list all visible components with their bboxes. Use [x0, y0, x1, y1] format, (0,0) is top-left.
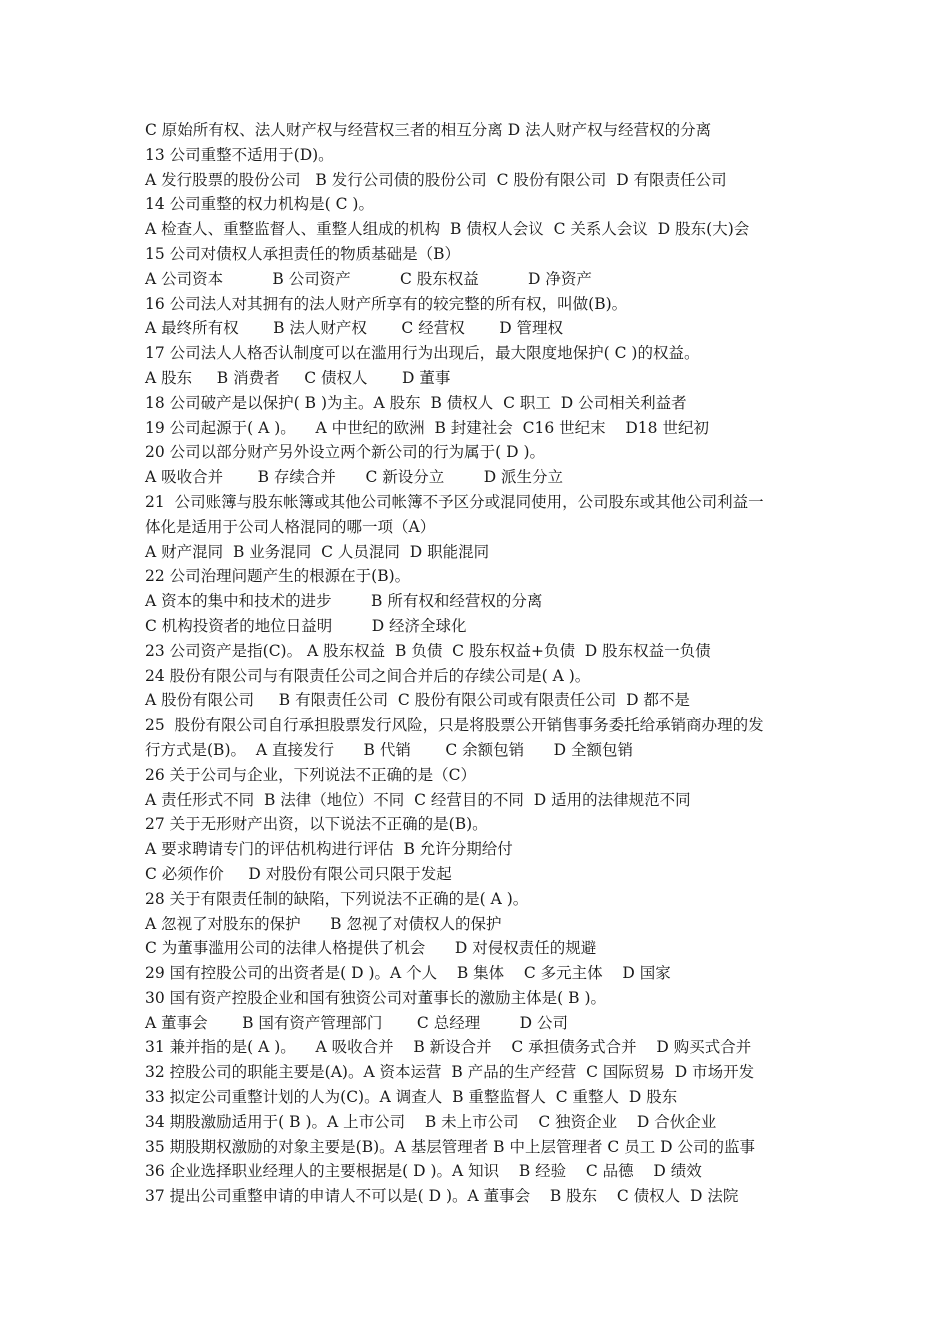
options-26: A 责任形式不同 B 法律（地位）不同 C 经营目的不同 D 适用的法律规范不同 [145, 790, 691, 809]
options-28-ab: A 忽视了对股东的保护 B 忽视了对债权人的保护 [145, 914, 502, 933]
question-23: 23 公司资产是指(C)。 A 股东权益 B 负债 C 股东权益+负债 D 股东权益一负债 [145, 641, 711, 660]
question-29: 29 国有控股公司的出资者是( D )。A 个人 B 集体 C 多元主体 D 国家 [145, 964, 671, 983]
question-13: 13 公司重整不适用于(D)。 [145, 145, 334, 164]
question-33: 33 拟定公司重整计划的人为(C)。A 调查人 B 重整监督人 C 重整人 D 股东 [145, 1088, 678, 1107]
options-21: A 财产混同 B 业务混同 C 人员混同 D 职能混同 [145, 542, 490, 561]
question-31: 31 兼并指的是( A )。 A 吸收合并 B 新设合并 C 承担债务式合并 D 购买式合并 [145, 1038, 752, 1057]
question-25: 25 股份有限公司自行承担股票发行风险，只是将股票公开销售事务委托给承销商办理的发 [145, 716, 764, 735]
options-16: A 最终所有权 B 法人财产权 C 经营权 D 管理权 [145, 319, 564, 338]
options-30: A 董事会 B 国有资产管理部门 C 总经理 D 公司 [145, 1013, 568, 1032]
question-25-cont: 行方式是(B)。 A 直接发行 B 代销 C 余额包销 D 全额包销 [145, 740, 634, 759]
question-21: 21 公司账簿与股东帐簿或其他公司帐簿不予区分或混同使用，公司股东或其他公司利益一 [145, 492, 764, 511]
question-15: 15 公司对债权人承担责任的物质基础是（B） [145, 244, 461, 263]
question-21-cont: 体化是适用于公司人格混同的哪一项（A） [145, 517, 436, 536]
options-27-ab: A 要求聘请专门的评估机构进行评估 B 允许分期给付 [145, 840, 513, 859]
question-30: 30 国有资产控股企业和国有独资公司对董事长的激励主体是( B )。 [145, 988, 606, 1007]
options-13: A 发行股票的股份公司 B 发行公司债的股份公司 C 股份有限公司 D 有限责任公司 [145, 170, 727, 189]
options-15: A 公司资本 B 公司资产 C 股东权益 D 净资产 [145, 269, 592, 288]
question-18: 18 公司破产是以保护( B )为主。A 股东 B 债权人 C 职工 D 公司相关利益者 [145, 393, 687, 412]
question-27: 27 关于无形财产出资，以下说法不正确的是(B)。 [145, 815, 488, 834]
options-24: A 股份有限公司 B 有限责任公司 C 股份有限公司或有限责任公司 D 都不是 [145, 691, 690, 710]
question-26: 26 关于公司与企业，下列说法不正确的是（C） [145, 765, 477, 784]
question-35: 35 期股期权激励的对象主要是(B)。A 基层管理者 B 中上层管理者 C 员工 D 公司的监事 [145, 1137, 755, 1156]
question-36: 36 企业选择职业经理人的主要根据是( D )。A 知识 B 经验 C 品德 D 绩效 [145, 1162, 702, 1181]
options-28-cd: C 为董事滥用公司的法律人格提供了机会 D 对侵权责任的规避 [145, 939, 597, 958]
question-20: 20 公司以部分财产另外设立两个新公司的行为属于( D )。 [145, 443, 546, 462]
question-14: 14 公司重整的权力机构是( C )。 [145, 195, 374, 214]
options-22-cd: C 机构投资者的地位日益明 D 经济全球化 [145, 616, 467, 635]
options-20: A 吸收合并 B 存续合并 C 新设分立 D 派生分立 [145, 468, 564, 487]
question-28: 28 关于有限责任制的缺陷，下列说法不正确的是( A )。 [145, 889, 529, 908]
options-14: A 检查人、重整监督人、重整人组成的机构 B 债权人会议 C 关系人会议 D 股东(大)会 [145, 220, 750, 239]
question-32: 32 控股公司的职能主要是(A)。A 资本运营 B 产品的生产经营 C 国际贸易 D 市场开发 [145, 1063, 755, 1082]
question-24: 24 股份有限公司与有限责任公司之间合并后的存续公司是( A )。 [145, 666, 591, 685]
options-22-ab: A 资本的集中和技术的进步 B 所有权和经营权的分离 [145, 592, 543, 611]
question-19: 19 公司起源于( A )。 A 中世纪的欧洲 B 封建社会 C16 世纪末 D18 世纪初 [145, 418, 709, 437]
question-34: 34 期股激励适用于( B )。A 上市公司 B 未上市公司 C 独资企业 D 合伙企业 [145, 1112, 717, 1131]
options-27-cd: C 必须作价 D 对股份有限公司只限于发起 [145, 864, 452, 883]
question-16: 16 公司法人对其拥有的法人财产所享有的较完整的所有权，叫做(B)。 [145, 294, 628, 313]
question-17: 17 公司法人人格否认制度可以在滥用行为出现后，最大限度地保护( C )的权益。 [145, 344, 700, 363]
question-22: 22 公司治理问题产生的根源在于(B)。 [145, 567, 411, 586]
options-17: A 股东 B 消费者 C 债权人 D 董事 [145, 368, 451, 387]
document-body [145, 118, 825, 1209]
text-line: C 原始所有权、法人财产权与经营权三者的相互分离 D 法人财产权与经营权的分离 [145, 121, 712, 139]
question-37: 37 提出公司重整申请的申请人不可以是( D )。A 董事会 B 股东 C 债权人 D 法院 [145, 1187, 739, 1206]
